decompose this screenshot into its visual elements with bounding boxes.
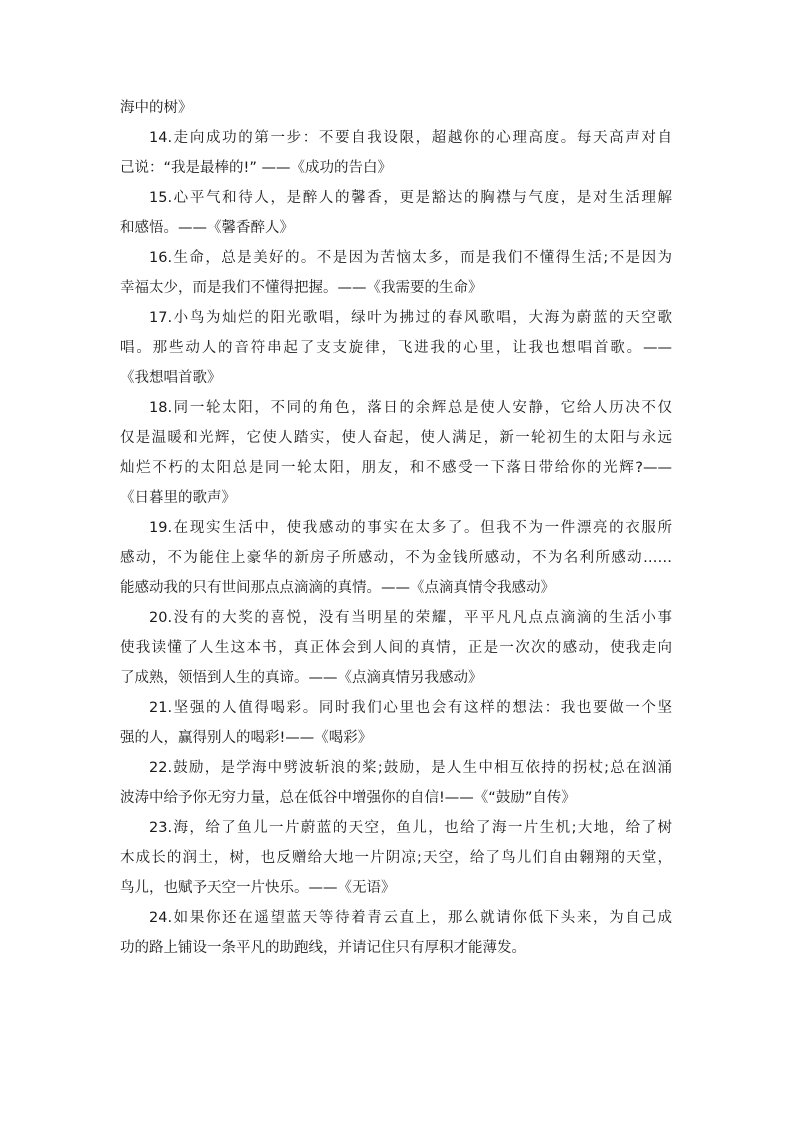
text-line: 《日暮里的歌声》	[120, 490, 236, 506]
text-line: 15.心平气和待人，是醉人的馨香，更是豁达的胸襟与气度，是对生活理解	[149, 190, 672, 206]
text-line: 22.鼓励，是学海中劈波斩浪的桨;鼓励，是人生中相互依持的拐杖;总在汹涌	[149, 760, 672, 776]
text-line: 19.在现实生活中，使我感动的事实在太多了。但我不为一件漂亮的衣服所	[149, 520, 672, 536]
text-line: 了成熟，领悟到人生的真谛。——《点滴真情另我感动》	[120, 670, 483, 686]
text-line: 己说：“我是最棒的!” ——《成功的告白》	[120, 160, 392, 176]
text-line: 能感动我的只有世间那点点滴滴的真情。——《点滴真情令我感动》	[120, 580, 555, 596]
text-line: 24.如果你还在遥望蓝天等待着青云直上，那么就请你低下头来，为自己成	[149, 910, 672, 926]
text-line: 鸟儿，也赋予天空一片快乐。——《无语》	[120, 880, 396, 896]
text-line: 海中的树》	[120, 100, 193, 116]
text-line: 灿烂不朽的太阳总是同一轮太阳，朋友，和不感受一下落日带给你的光辉?——	[120, 460, 672, 476]
text-line: 23.海，给了鱼儿一片蔚蓝的天空，鱼儿，也给了海一片生机;大地，给了树	[149, 820, 672, 836]
text-line: 16.生命，总是美好的。不是因为苦恼太多，而是我们不懂得生活;不是因为	[149, 250, 672, 266]
text-line: 唱。那些动人的音符串起了支支旋律，飞进我的心里，让我也想唱首歌。——	[120, 340, 672, 356]
text-line: 感动，不为能住上豪华的新房子所感动，不为金钱所感动，不为名利所感动……	[120, 550, 672, 566]
text-line: 波涛中给予你无穷力量，总在低谷中增强你的自信!——《“鼓励”自传》	[120, 790, 576, 806]
text-line: 《我想唱首歌》	[120, 370, 222, 386]
text-line: 17.小鸟为灿烂的阳光歌唱，绿叶为拂过的春风歌唱，大海为蔚蓝的天空歌	[149, 310, 672, 326]
text-line: 20.没有的大奖的喜悦，没有当明星的荣耀，平平凡凡点点滴滴的生活小事	[149, 610, 672, 626]
text-line: 使我读懂了人生这本书，真正体会到人间的真情，正是一次次的感动，使我走向	[120, 640, 672, 656]
text-line: 木成长的润土，树，也反赠给大地一片阴凉;天空，给了鸟儿们自由翱翔的天堂，	[120, 850, 672, 866]
text-line: 强的人，赢得别人的喝彩!——《喝彩》	[120, 730, 373, 746]
text-line: 幸福太少，而是我们不懂得把握。——《我需要的生命》	[120, 280, 483, 296]
text-line: 功的路上铺设一条平凡的助跑线，并请记住只有厚积才能薄发。	[120, 940, 526, 956]
text-line: 14.走向成功的第一步：不要自我设限，超越你的心理高度。每天高声对自	[149, 130, 672, 146]
document-body	[120, 93, 672, 963]
text-line: 和感悟。——《馨香醉人》	[120, 220, 294, 236]
text-line: 21.坚强的人值得喝彩。同时我们心里也会有这样的想法：我也要做一个坚	[149, 700, 672, 716]
text-line: 仅是温暖和光辉，它使人踏实，使人奋起，使人满足，新一轮初生的太阳与永远	[120, 430, 672, 446]
text-line: 18.同一轮太阳，不同的角色，落日的余辉总是使人安静，它给人历决不仅	[149, 400, 672, 416]
